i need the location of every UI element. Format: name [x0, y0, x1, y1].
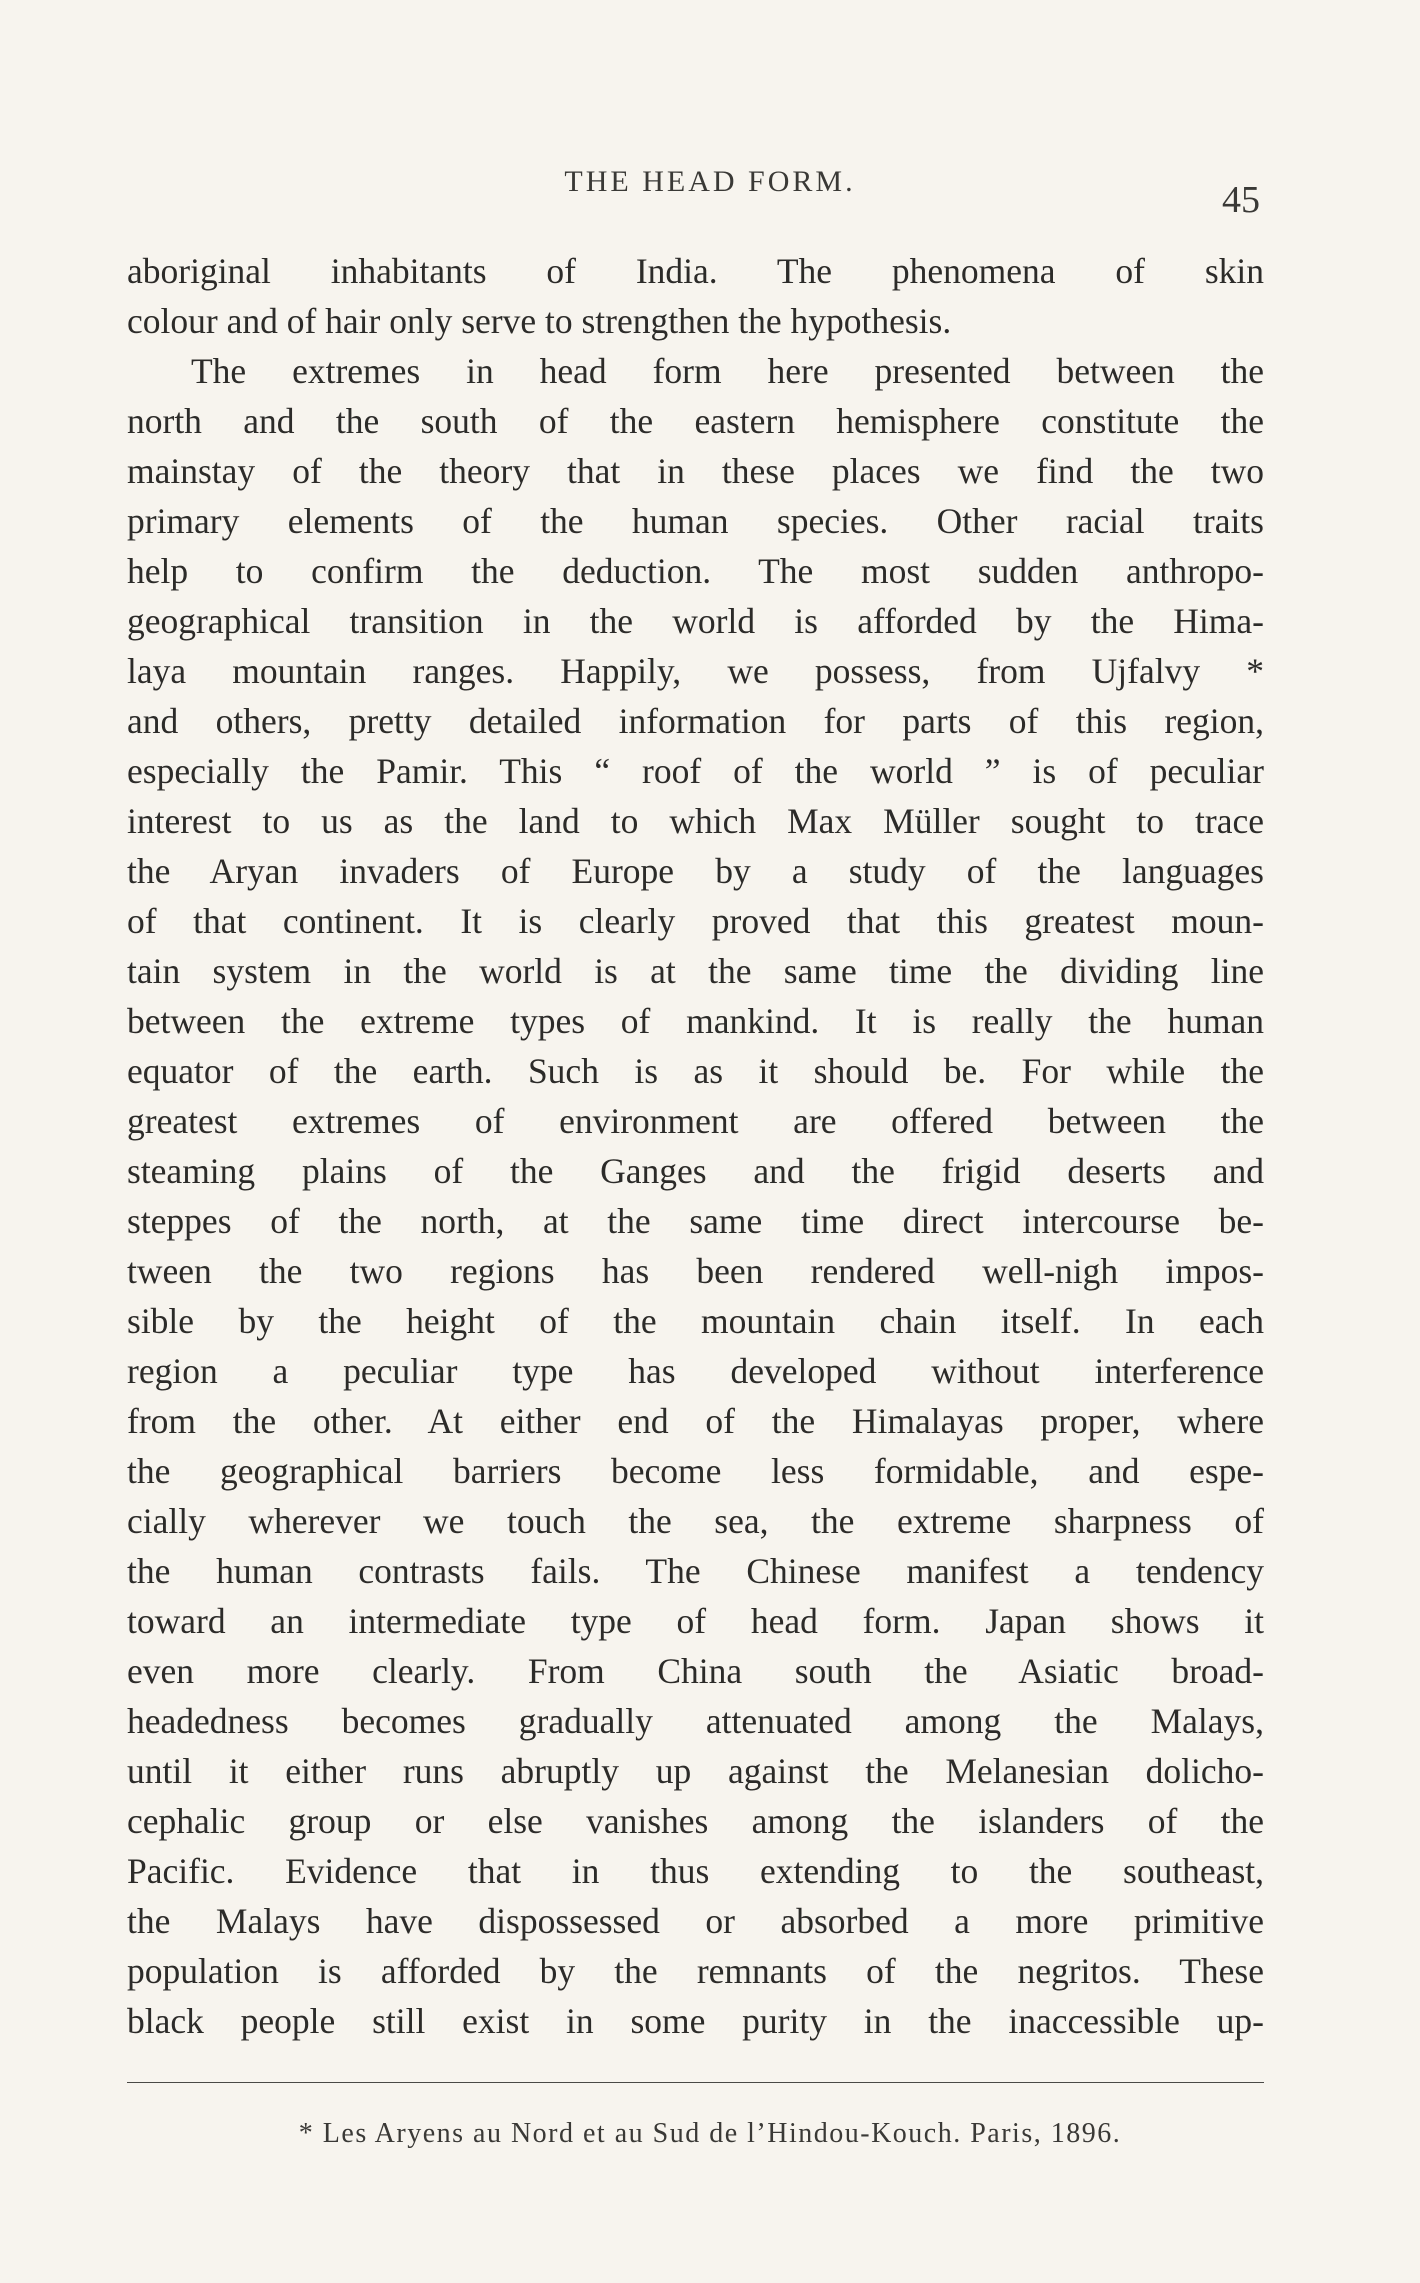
text-line: tween the two regions has been rendered well-nigh impos-	[127, 1251, 1264, 1291]
text-line: region a peculiar type has developed without interference	[127, 1351, 1264, 1391]
text-line: from the other. At either end of the Himalayas proper, where	[127, 1401, 1264, 1441]
text-line: laya mountain ranges. Happily, we possess, from Ujfalvy *	[127, 651, 1264, 691]
running-head-title: THE HEAD FORM.	[564, 165, 856, 198]
text-line: The extremes in head form here presented between the	[191, 351, 1264, 391]
text-line: between the extreme types of mankind. It is really the human	[127, 1001, 1264, 1041]
text-line: mainstay of the theory that in these places we find the two	[127, 451, 1264, 491]
footnote: * Les Aryens au Nord et au Sud de l’Hindou-Kouch. Paris, 1896.	[298, 2118, 1122, 2149]
text-line: the human contrasts fails. The Chinese manifest a tendency	[127, 1551, 1264, 1591]
text-line: primary elements of the human species. Other racial traits	[127, 501, 1264, 541]
text-line: steppes of the north, at the same time direct intercourse be-	[127, 1201, 1264, 1241]
text-line: especially the Pamir. This “ roof of the world ” is of peculiar	[127, 751, 1264, 791]
text-line: toward an intermediate type of head form. Japan shows it	[127, 1601, 1264, 1641]
text-line: and others, pretty detailed information for parts of this region,	[127, 701, 1264, 741]
text-line: equator of the earth. Such is as it should be. For while the	[127, 1051, 1264, 1091]
text-line: Pacific. Evidence that in thus extending to the southeast,	[127, 1851, 1264, 1891]
text-line: the Malays have dispossessed or absorbed a more primitive	[127, 1901, 1264, 1941]
text-line: even more clearly. From China south the Asiatic broad-	[127, 1651, 1264, 1691]
text-line: geographical transition in the world is afforded by the Hima-	[127, 601, 1264, 641]
text-line: tain system in the world is at the same time the dividing line	[127, 951, 1264, 991]
text-line: the Aryan invaders of Europe by a study of the languages	[127, 851, 1264, 891]
text-line: interest to us as the land to which Max Müller sought to trace	[127, 801, 1264, 841]
text-line: sible by the height of the mountain chain itself. In each	[127, 1301, 1264, 1341]
body-text	[127, 246, 1264, 2046]
text-line: greatest extremes of environment are offered between the	[127, 1101, 1264, 1141]
text-line: colour and of hair only serve to strengthen the hypothesis.	[127, 301, 952, 341]
text-line: cephalic group or else vanishes among the islanders of the	[127, 1801, 1264, 1841]
text-line: aboriginal inhabitants of India. The phenomena of skin	[127, 251, 1264, 291]
text-line: north and the south of the eastern hemisphere constitute the	[127, 401, 1264, 441]
text-line: help to confirm the deduction. The most sudden anthropo-	[127, 551, 1264, 591]
text-line: population is afforded by the remnants of the negritos. These	[127, 1951, 1264, 1991]
footnote-divider	[127, 2082, 1264, 2083]
page-number: 45	[1222, 179, 1260, 221]
text-line: the geographical barriers become less formidable, and espe-	[127, 1451, 1264, 1491]
text-line: headedness becomes gradually attenuated among the Malays,	[127, 1701, 1264, 1741]
text-line: cially wherever we touch the sea, the extreme sharpness of	[127, 1501, 1264, 1541]
text-line: until it either runs abruptly up against the Melanesian dolicho-	[127, 1751, 1264, 1791]
text-line: black people still exist in some purity in the inaccessible up-	[127, 2001, 1264, 2041]
text-line: steaming plains of the Ganges and the frigid deserts and	[127, 1151, 1264, 1191]
text-line: of that continent. It is clearly proved that this greatest moun-	[127, 901, 1264, 941]
